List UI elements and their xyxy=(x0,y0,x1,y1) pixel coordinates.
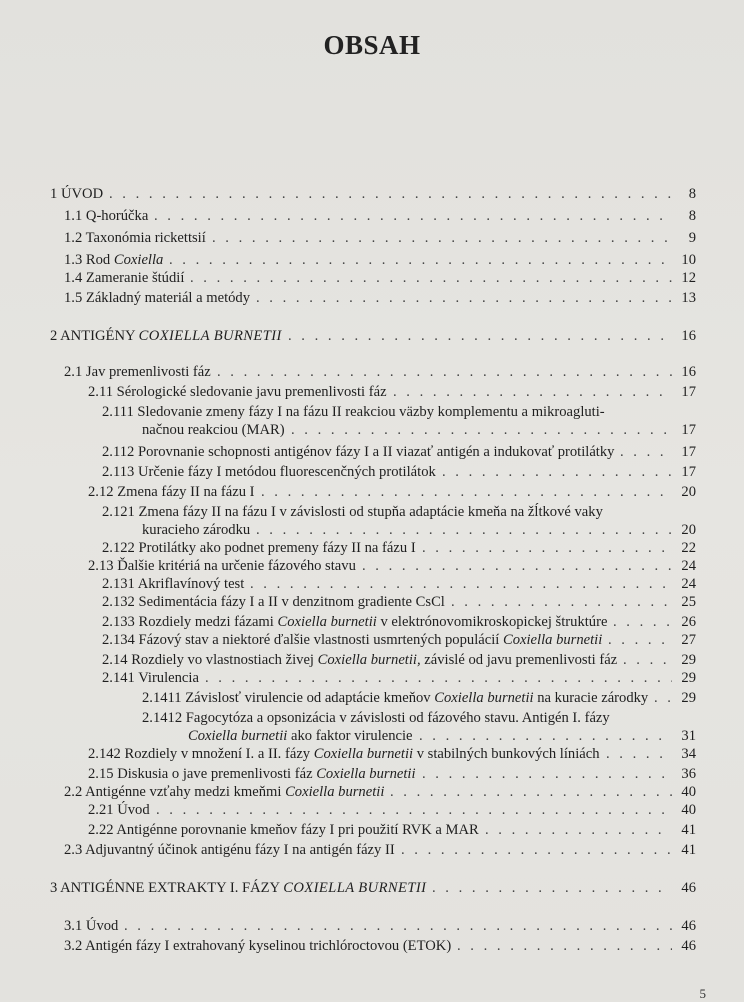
toc-entry-number: 2.15 xyxy=(88,766,114,782)
toc-entry-text: Porovnanie schopnosti antigénov fázy I a II viazať antigén a indukovať protilátky xyxy=(137,444,615,460)
toc-entry-page: 20 xyxy=(681,484,696,500)
toc-entry-text: Úvod xyxy=(117,802,150,818)
toc-entry-title xyxy=(102,614,607,631)
toc-dot-leader xyxy=(654,690,672,707)
toc-entry-text: Zmena fázy II na fázu I xyxy=(117,484,255,500)
toc-entry-text: Adjuvantný účinok antigénu fázy I na antigén fázy II xyxy=(85,842,395,858)
toc-entry-text: Úvod xyxy=(85,918,119,934)
toc-entry-text: ANTIGÉNY xyxy=(60,328,135,344)
toc-entry-text: Virulencia xyxy=(138,670,199,686)
toc-entry-number: 1 xyxy=(50,186,58,202)
toc-dot-leader xyxy=(390,784,672,801)
toc-entry-page: 13 xyxy=(681,290,696,306)
toc-dot-leader xyxy=(485,822,672,839)
toc-entry-italic-text: Coxiella burnetii xyxy=(285,784,385,800)
toc-entry-page: 16 xyxy=(681,328,696,344)
toc-entry-text: Sérologické sledovanie javu premenlivosti fáz xyxy=(116,384,387,400)
toc-entry-number: 2.134 xyxy=(102,632,135,648)
toc-dot-leader xyxy=(261,484,672,501)
toc-entry-number: 2.1412 xyxy=(142,710,183,726)
toc-entry-page: 36 xyxy=(681,766,696,782)
toc-entry-title xyxy=(88,746,600,763)
toc-entry-page: 34 xyxy=(681,746,696,762)
toc-entry-page: 41 xyxy=(681,842,696,858)
toc-entry-number: 2.14 xyxy=(102,652,128,668)
toc-entry-text: Rozdiely medzi fázami xyxy=(138,614,274,630)
toc-entry-title xyxy=(50,328,282,345)
toc-entry-title xyxy=(64,290,250,307)
toc-dot-leader xyxy=(419,728,672,745)
toc-entry-text: Zmena fázy II na fázu I v závislosti od stupňa adaptácie kmeňa na žĺtkové vaky xyxy=(138,504,603,520)
toc-entry-italic-text: Coxiella burnetii xyxy=(313,746,414,762)
toc-dot-leader xyxy=(393,384,672,401)
toc-entry-page: 17 xyxy=(681,384,696,400)
toc-entry-italic-text: Coxiella burnetii xyxy=(316,766,416,782)
toc-entry-caps-text: COXIELLA BURNETII xyxy=(283,880,427,896)
toc-entry-page: 29 xyxy=(681,690,696,706)
toc-entry-text: Antigén fázy I extrahovaný kyselinou trichlóroctovou (ETOK) xyxy=(85,938,452,954)
toc-entry-title xyxy=(88,766,416,783)
toc-dot-leader xyxy=(608,632,672,649)
toc-dot-leader xyxy=(451,594,672,611)
toc-entry-number: 2.111 xyxy=(102,404,134,420)
toc-entry-text: Závislosť virulencie od adaptácie kmeňov xyxy=(185,690,431,706)
toc-entry-text: Antigénne porovnanie kmeňov fázy I pri použití RVK a MAR xyxy=(116,822,479,838)
toc-entry-title xyxy=(102,404,605,421)
toc-entry-title xyxy=(88,384,387,401)
toc-entry-text-after: v stabilných bunkových líniách xyxy=(416,746,600,762)
toc-entry-title xyxy=(102,444,614,461)
toc-entry-title xyxy=(88,484,255,501)
toc-entry-page: 29 xyxy=(681,670,696,686)
toc-entry-continuation xyxy=(142,522,250,539)
toc-entry-page: 9 xyxy=(688,230,696,246)
toc-entry-caps-text: COXIELLA BURNETII xyxy=(138,328,282,344)
toc-entry-number: 2.122 xyxy=(102,540,135,556)
toc-dot-leader xyxy=(432,880,672,897)
toc-entry-number: 2.1411 xyxy=(142,690,182,706)
toc-entry-number: 1.4 xyxy=(64,270,83,286)
toc-entry-title xyxy=(64,784,384,801)
toc-entry-text: Diskusia o jave premenlivosti fáz xyxy=(117,766,313,782)
toc-entry-number: 2.3 xyxy=(64,842,83,858)
toc-entry-text: Fázový stav a niektoré ďalšie vlastnosti usmrtených populácií xyxy=(138,632,500,648)
toc-entry-title xyxy=(64,364,211,381)
toc-entry-title xyxy=(102,540,416,557)
toc-entry-text-after: na kuracie zárodky xyxy=(537,690,649,706)
toc-entry-page: 24 xyxy=(681,576,696,592)
toc-entry-page: 8 xyxy=(688,186,696,202)
toc-entry-number: 1.5 xyxy=(64,290,83,306)
toc-entry-italic-text: Coxiella burnetii, xyxy=(317,652,421,668)
toc-dot-leader xyxy=(169,252,672,269)
toc-entry-italic-text: Coxiella burnetii xyxy=(277,614,377,630)
toc-entry-number: 3 xyxy=(50,880,58,896)
toc-entry-page: 46 xyxy=(681,880,696,896)
toc-entry-title xyxy=(64,208,148,225)
toc-entry-page: 40 xyxy=(681,784,696,800)
toc-dot-leader xyxy=(613,614,672,631)
toc-entry-title xyxy=(88,802,150,819)
toc-dot-leader xyxy=(256,522,672,539)
toc-entry-title xyxy=(88,558,356,575)
toc-dot-leader xyxy=(620,444,672,461)
toc-entry-text: ANTIGÉNNE EXTRAKTY I. FÁZY xyxy=(60,880,280,896)
toc-entry-number: 3.1 xyxy=(64,918,83,934)
toc-dot-leader xyxy=(256,290,672,307)
toc-entry-page: 16 xyxy=(681,364,696,380)
toc-entry-italic-text: Coxiella burnetii xyxy=(434,690,534,706)
toc-entry-text: Jav premenlivosti fáz xyxy=(85,364,211,380)
toc-entry-text-after: závislé od javu premenlivosti fáz xyxy=(424,652,618,668)
toc-entry-title xyxy=(50,186,103,203)
toc-entry-page: 29 xyxy=(681,652,696,668)
toc-entry-title xyxy=(102,652,617,669)
toc-entry-page: 26 xyxy=(681,614,696,630)
toc-entry-page: 10 xyxy=(681,252,696,268)
toc-entry-page: 31 xyxy=(681,728,696,744)
toc-entry-text: Základný materiál a metódy xyxy=(85,290,251,306)
toc-entry-title xyxy=(50,880,426,897)
toc-entry-number: 2.132 xyxy=(102,594,135,610)
toc-entry-text-after: v elektrónovomikroskopickej štruktúre xyxy=(380,614,608,630)
toc-entry-page: 12 xyxy=(681,270,696,286)
toc-entry-number: 2.112 xyxy=(102,444,135,460)
toc-entry-text: Rozdiely vo vlastnostiach živej xyxy=(131,652,314,668)
toc-entry-number: 1.2 xyxy=(64,230,83,246)
page-title: OBSAH xyxy=(323,30,421,60)
toc-dot-leader xyxy=(124,918,672,935)
toc-entry-continuation-italic: Coxiella burnetii xyxy=(188,728,288,744)
toc-entry-text: Určenie fázy I metódou fluorescenčných protilátok xyxy=(137,464,436,480)
toc-entry-number: 2.133 xyxy=(102,614,135,630)
toc-entry-number: 2.22 xyxy=(88,822,114,838)
toc-dot-leader xyxy=(606,746,672,763)
toc-entry-text: Fagocytóza a opsonizácia v závislosti od fázového stavu. Antigén I. fázy xyxy=(185,710,610,726)
toc-entry-page: 17 xyxy=(681,422,696,438)
toc-entry-title xyxy=(142,690,648,707)
toc-entry-title xyxy=(64,270,184,287)
toc-dot-leader xyxy=(250,576,672,593)
toc-entry-text: Rozdiely v množení I. a II. fázy xyxy=(124,746,311,762)
toc-entry-title xyxy=(142,710,610,727)
toc-entry-title xyxy=(102,670,199,687)
page-number: 5 xyxy=(699,986,706,1001)
toc-entry-continuation xyxy=(188,728,413,745)
toc-entry-page: 41 xyxy=(681,822,696,838)
toc-entry-text: Sledovanie zmeny fázy I na fázu II reakciou väzby komplementu a mikroagluti- xyxy=(137,404,605,420)
toc-entry-text: Akriflavínový test xyxy=(137,576,245,592)
toc-entry-number: 1.3 xyxy=(64,252,83,268)
toc-entry-number: 2.141 xyxy=(102,670,135,686)
toc-dot-leader xyxy=(217,364,672,381)
toc-entry-title xyxy=(102,632,602,649)
toc-dot-leader xyxy=(401,842,672,859)
toc-entry-number: 2.2 xyxy=(64,784,83,800)
toc-entry-title xyxy=(102,594,445,611)
toc-entry-title xyxy=(64,842,395,859)
toc-dot-leader xyxy=(422,766,672,783)
toc-entry-title xyxy=(102,576,244,593)
toc-entry-page: 24 xyxy=(681,558,696,574)
toc-dot-leader xyxy=(156,802,672,819)
toc-entry-page: 22 xyxy=(681,540,696,556)
toc-entry-italic-text: Coxiella burnetii xyxy=(502,632,603,648)
toc-entry-text: Protilátky ako podnet premeny fázy II na fázu I xyxy=(138,540,416,556)
toc-entry-page: 17 xyxy=(681,464,696,480)
toc-dot-leader xyxy=(291,422,672,439)
toc-dot-leader xyxy=(457,938,672,955)
toc-entry-page: 25 xyxy=(681,594,696,610)
toc-entry-page: 46 xyxy=(681,938,696,954)
toc-entry-text: Taxonómia rickettsií xyxy=(85,230,206,246)
toc-entry-title xyxy=(102,504,603,521)
toc-entry-text: Ďalšie kritériá na určenie fázového stavu xyxy=(117,558,356,574)
toc-dot-leader xyxy=(422,540,672,557)
toc-dot-leader xyxy=(109,186,672,203)
toc-dot-leader xyxy=(205,670,672,687)
toc-entry-page: 20 xyxy=(681,522,696,538)
toc-entry-title xyxy=(64,918,118,935)
toc-entry-number: 2 xyxy=(50,328,58,344)
toc-entry-title xyxy=(88,822,479,839)
toc-entry-number: 2.21 xyxy=(88,802,114,818)
toc-entry-title xyxy=(64,938,451,955)
toc-entry-number: 3.2 xyxy=(64,938,83,954)
toc-entry-text: Q-horúčka xyxy=(85,208,149,224)
toc-entry-page: 8 xyxy=(688,208,696,224)
toc-entry-text: Rod xyxy=(85,252,111,268)
toc-entry-page: 27 xyxy=(681,632,696,648)
toc-entry-continuation-text: načnou reakciou (MAR) xyxy=(142,422,285,438)
toc-entry-number: 2.1 xyxy=(64,364,83,380)
toc-entry-number: 2.113 xyxy=(102,464,135,480)
toc-entry-text: Antigénne vzťahy medzi kmeňmi xyxy=(85,784,282,800)
toc-entry-number: 2.12 xyxy=(88,484,114,500)
toc-entry-page: 46 xyxy=(681,918,696,934)
toc-dot-leader xyxy=(288,328,672,345)
toc-dot-leader xyxy=(362,558,672,575)
toc-entry-text: Zameranie štúdií xyxy=(85,270,185,286)
toc-entry-text: Sedimentácia fázy I a II v denzitnom gradiente CsCl xyxy=(138,594,445,610)
toc-entry-number: 2.11 xyxy=(88,384,113,400)
toc-entry-number: 1.1 xyxy=(64,208,83,224)
toc-entry-italic-text: Coxiella xyxy=(113,252,164,268)
toc-entry-page: 40 xyxy=(681,802,696,818)
toc-entry-title xyxy=(64,252,163,269)
toc-entry-number: 2.13 xyxy=(88,558,114,574)
toc-entry-continuation xyxy=(142,422,285,439)
toc-dot-leader xyxy=(623,652,672,669)
toc-entry-page: 17 xyxy=(681,444,696,460)
toc-dot-leader xyxy=(154,208,672,225)
toc-dot-leader xyxy=(442,464,672,481)
toc-entry-title xyxy=(64,230,206,247)
toc-dot-leader xyxy=(212,230,672,247)
toc-entry-continuation-text: ako faktor virulencie xyxy=(290,728,413,744)
toc-dot-leader xyxy=(190,270,672,287)
toc-entry-text: ÚVOD xyxy=(60,186,104,202)
toc-entry-title xyxy=(102,464,436,481)
toc-entry-continuation-text: kuracieho zárodku xyxy=(142,522,251,538)
toc-entry-number: 2.131 xyxy=(102,576,135,592)
toc-entry-number: 2.121 xyxy=(102,504,135,520)
toc-entry-number: 2.142 xyxy=(88,746,121,762)
